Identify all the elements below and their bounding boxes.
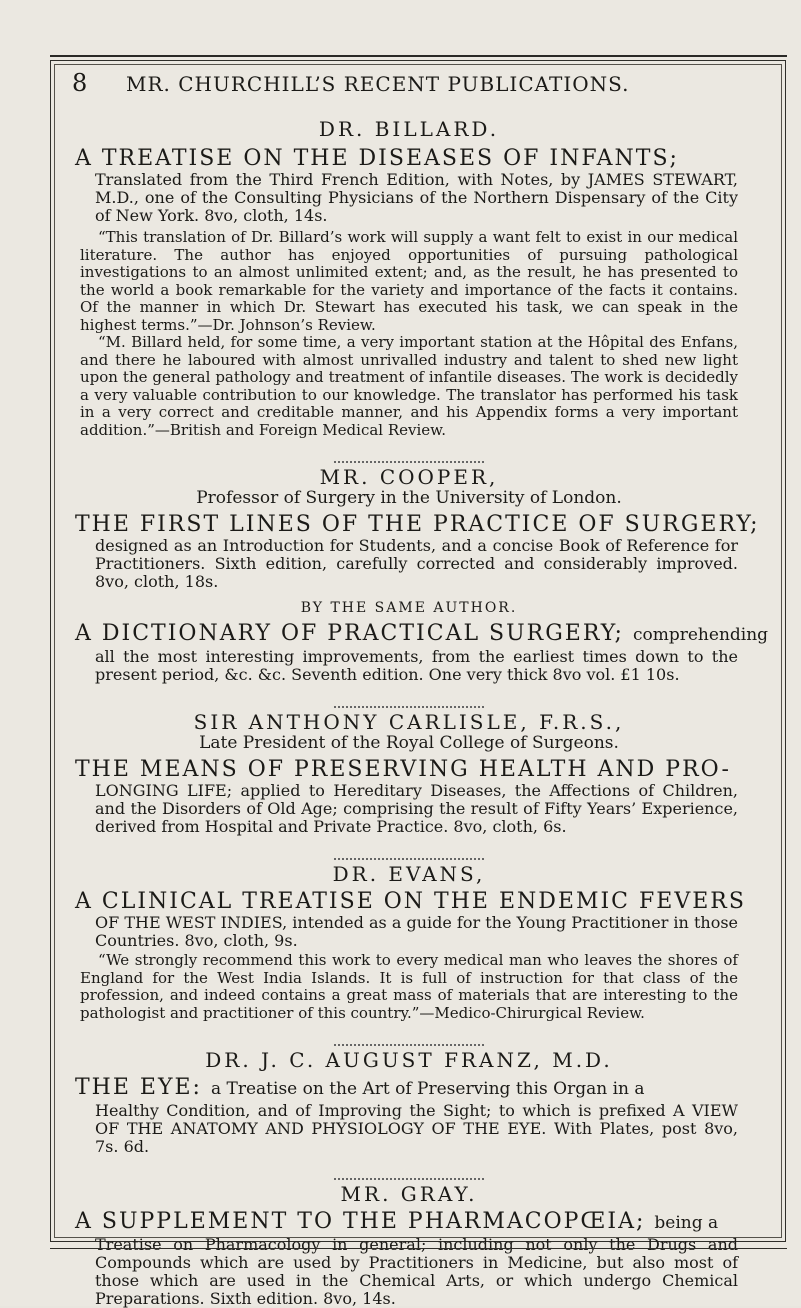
entry-reviews bbox=[80, 229, 738, 439]
same-author-note: BY THE SAME AUTHOR. bbox=[300, 600, 518, 616]
entry-author: MR. GRAY. bbox=[340, 1182, 478, 1206]
entry-title: THE FIRST LINES OF THE PRACTICE OF SURGERY; bbox=[75, 512, 760, 537]
entry-evans bbox=[75, 862, 746, 1022]
entry-author: DR. J. C. AUGUST FRANZ, M.D. bbox=[205, 1048, 613, 1072]
entry-title: A TREATISE ON THE DISEASES OF INFANTS; bbox=[75, 146, 679, 171]
entry-title: THE MEANS OF PRESERVING HEALTH AND PRO- bbox=[75, 757, 731, 782]
entry-cooper bbox=[75, 465, 769, 684]
entry-title: A CLINICAL TREATISE ON THE ENDEMIC FEVERS bbox=[75, 889, 746, 914]
entry-author: DR. EVANS, bbox=[332, 862, 486, 886]
page-number: 8 bbox=[72, 69, 88, 97]
top-rule bbox=[50, 55, 787, 57]
entry-reviews bbox=[80, 952, 738, 1022]
entry-billard bbox=[75, 118, 743, 439]
entry-title: A SUPPLEMENT TO THE PHARMACOPŒIA; being a bbox=[75, 1209, 719, 1234]
entry-subtitle: Professor of Surgery in the University of London. bbox=[196, 488, 622, 508]
entry-description: designed as an Introduction for Students, and a concise Book of Reference for Practitioners. Sixth edition, carefully corrected and considerably improved. 8vo, cloth, 18s. bbox=[95, 536, 738, 591]
entry-description: Treatise on Pharmacology in general; including not only the Drugs and Compounds which are used by Practitioners in Medicine, but also most of those which are used in the Chemical Arts, or which undergo Chemical Preparations. Sixth edition. 8vo, 14s. bbox=[95, 1235, 738, 1308]
entry-gray bbox=[75, 1183, 743, 1308]
entry-description: Translated from the Third French Edition, with Notes, by JAMES STEWART, M.D., one of the Consulting Physicians of the Northern Dispensary of the City of New York. 8vo, cloth, 14s. bbox=[95, 170, 738, 225]
review-quote: “We strongly recommend this work to every medical man who leaves the shores of England for the West India Islands. It is full of instruction for that class of the profession, and indeed contains a great mass of materials that are interesting to the pathologist and practitioner of this country.”—Medico-Chirurgical Review. bbox=[80, 951, 738, 1022]
ornament-divider bbox=[75, 1031, 743, 1041]
ornament-divider bbox=[75, 448, 743, 458]
entry-description: Healthy Condition, and of Improving the Sight; to which is prefixed A VIEW OF THE ANATOMY AND PHYSIOLOGY OF THE EYE. With Plates, post 8vo, 7s. 6d. bbox=[95, 1101, 738, 1156]
entry-author: DR. BILLARD. bbox=[318, 117, 500, 141]
ornament-divider bbox=[75, 1165, 743, 1175]
page-header bbox=[60, 67, 750, 102]
ornament-divider bbox=[75, 693, 743, 703]
running-head: MR. CHURCHILL’S RECENT PUBLICATIONS. bbox=[126, 72, 630, 96]
entry-author: SIR ANTHONY CARLISLE, F.R.S., bbox=[193, 710, 625, 734]
bottom-rule bbox=[50, 1248, 787, 1249]
entry-description: LONGING LIFE; applied to Hereditary Diseases, the Affections of Children, and the Disorders of Old Age; comprising the result of Fifty Years’ Experience, derived from Hospital and Private Practice. 8vo, cloth, 6s. bbox=[95, 781, 738, 836]
advertisement-list bbox=[75, 117, 769, 1308]
entry-subtitle: Late President of the Royal College of Surgeons. bbox=[199, 733, 619, 753]
entry-title: THE EYE: a Treatise on the Art of Preserving this Organ in a bbox=[75, 1075, 645, 1100]
entry-title-2: A DICTIONARY OF PRACTICAL SURGERY; comprehending bbox=[75, 621, 769, 646]
ornament-divider bbox=[75, 845, 743, 855]
entry-description-2: all the most interesting improvements, from the earliest times down to the present period, &c. &c. Seventh edition. One very thick 8vo vol. £1 10s. bbox=[95, 647, 738, 684]
review-quote: “M. Billard held, for some time, a very important station at the Hôpital des Enfans, and there he laboured with almost unrivalled industry and talent to shed new light upon the general pathology and treatment of infantile diseases. The work is decidedly a very valuable contribution to our knowledge. The translator has performed his task in a very correct and creditable manner, and his Appendix forms a very important addition.”—British and Foreign Medical Review. bbox=[80, 333, 738, 439]
entry-description: OF THE WEST INDIES, intended as a guide for the Young Practitioner in those Countries. 8vo, cloth, 9s. bbox=[95, 913, 738, 950]
entry-franz bbox=[75, 1049, 743, 1156]
review-quote: “This translation of Dr. Billard’s work will supply a want felt to exist in our medical literature. The author has enjoyed opportunities of pursuing pathological investigations to an almost unlimited extent; and, as the result, he has presented to the world a book remarkable for the variety and importance of the facts it contains. Of the manner in which Dr. Stewart has executed his task, we can speak in the highest terms.”—Dr. Johnson’s Review. bbox=[80, 228, 738, 334]
entry-carlisle bbox=[75, 711, 743, 836]
entry-author: MR. COOPER, bbox=[319, 465, 499, 489]
